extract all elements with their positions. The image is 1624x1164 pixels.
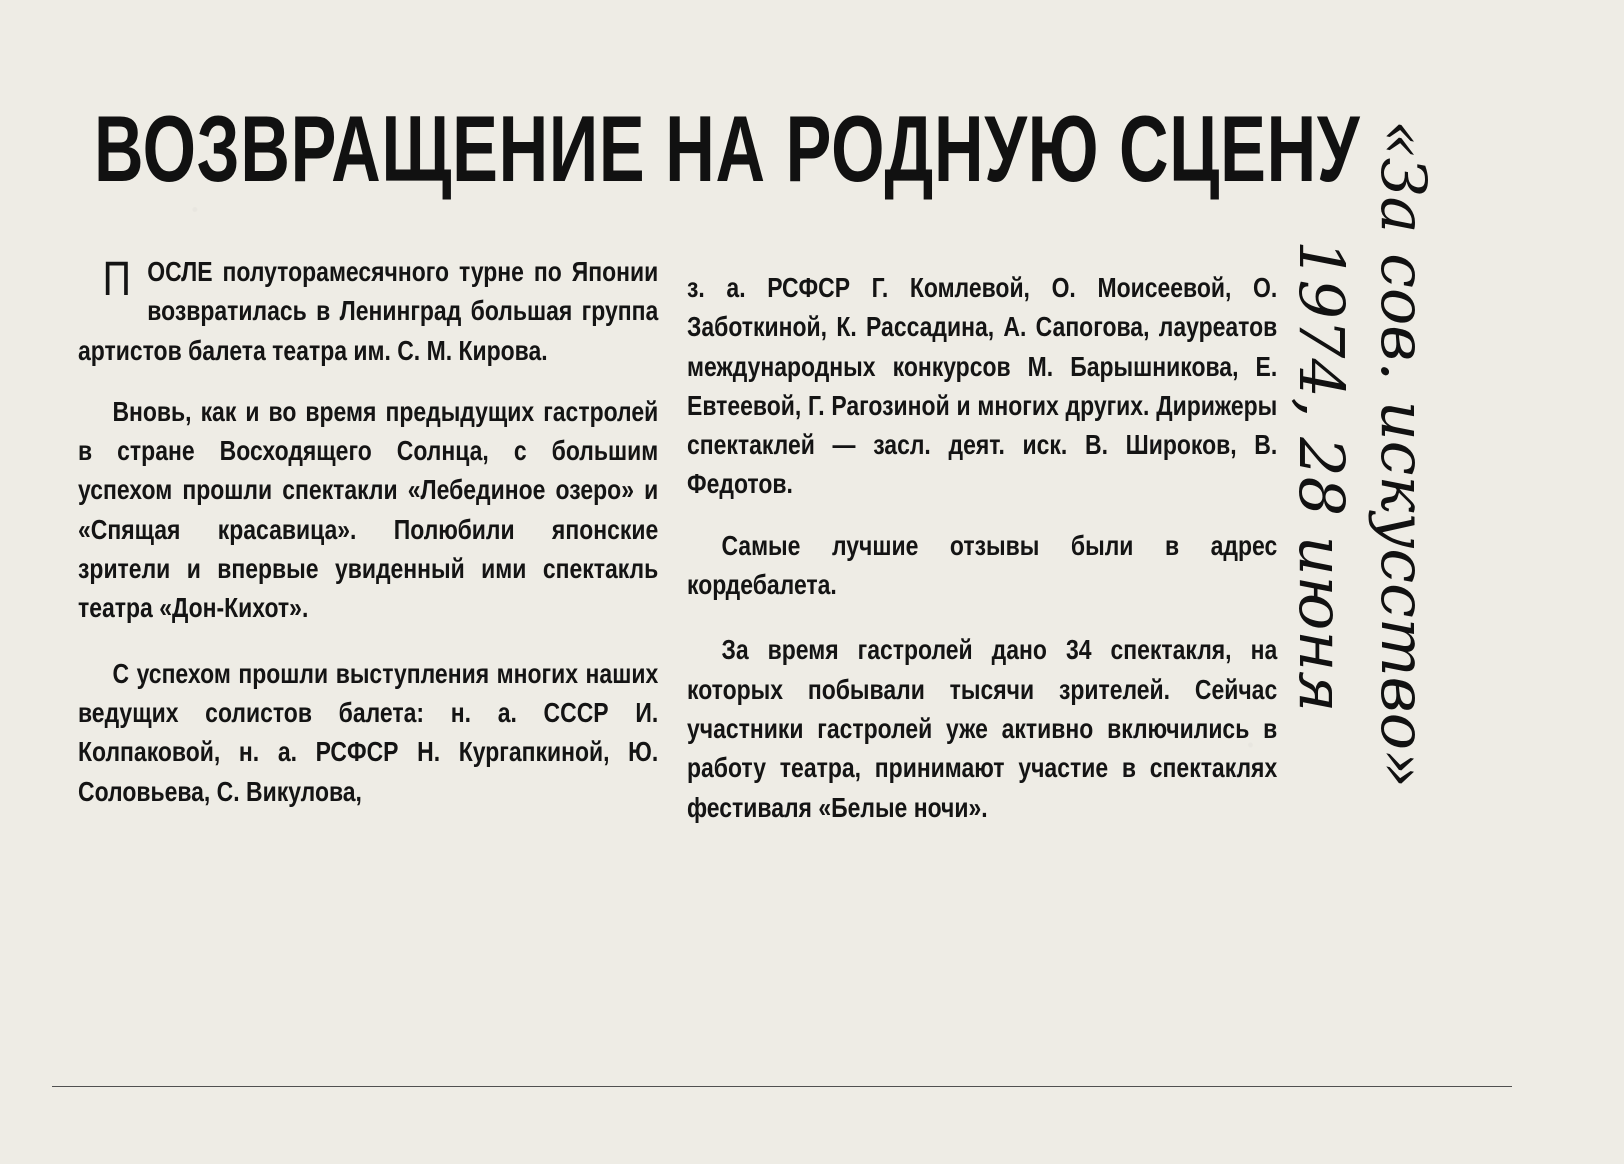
article-title: ВОЗВРАЩЕНИЕ НА РОДНУЮ СЦЕНУ (94, 96, 1361, 201)
handwritten-date: 1974, 28 июня (1285, 240, 1358, 713)
paragraph-3: С успехом прошли выступления многих наших ведущих солистов балета: н. а. СССР И. Колпаковой, н. а. РСФСР Н. Кургапкиной, Ю. Соловьева, С. Викулова, (78, 657, 659, 807)
paragraph-2: Вновь, как и во время предыдущих гастролей в стране Восходящего Солнца, с большим успехом прошли спектакли «Лебединое озеро» и «Спящая красавица». Полюбили японские зрители и впервые увиденный ими спектакль театра «Дон-Кихот». (78, 395, 659, 624)
paragraph-1 (78, 252, 658, 370)
paragraph-6: За время гастролей дано 34 спектакля, на которых побывали тысячи зрителей. Сейчас участники гастролей уже активно включились в работу театра, принимают участие в спектаклях фестиваля «Белые ночи». (687, 634, 1278, 823)
paragraph-1-text: ОСЛЕ полуторамесячного турне по Японии возвратилась в Ленинград большая группа артистов балета театра им. С. М. Кирова. (78, 256, 659, 366)
paragraph-4: з. а. РСФСР Г. Комлевой, О. Моисеевой, О. Заботкиной, К. Рассадина, А. Сапогова, лауреатов международных конкурсов М. Барышникова, Е. Евтеевой, Г. Рагозиной и многих других. Дирижеры спектаклей — засл. деят. иск. В. Широков, В. Федотов. (687, 272, 1278, 500)
paragraph-5: Самые лучшие отзывы были в адрес кордебалета. (687, 529, 1278, 601)
handwritten-source: «За сов. искусство» (1367, 120, 1440, 789)
article-column-2 (687, 268, 1277, 827)
bottom-rule (52, 1086, 1512, 1087)
drop-cap: П (102, 253, 131, 306)
article-column-1 (78, 252, 658, 811)
